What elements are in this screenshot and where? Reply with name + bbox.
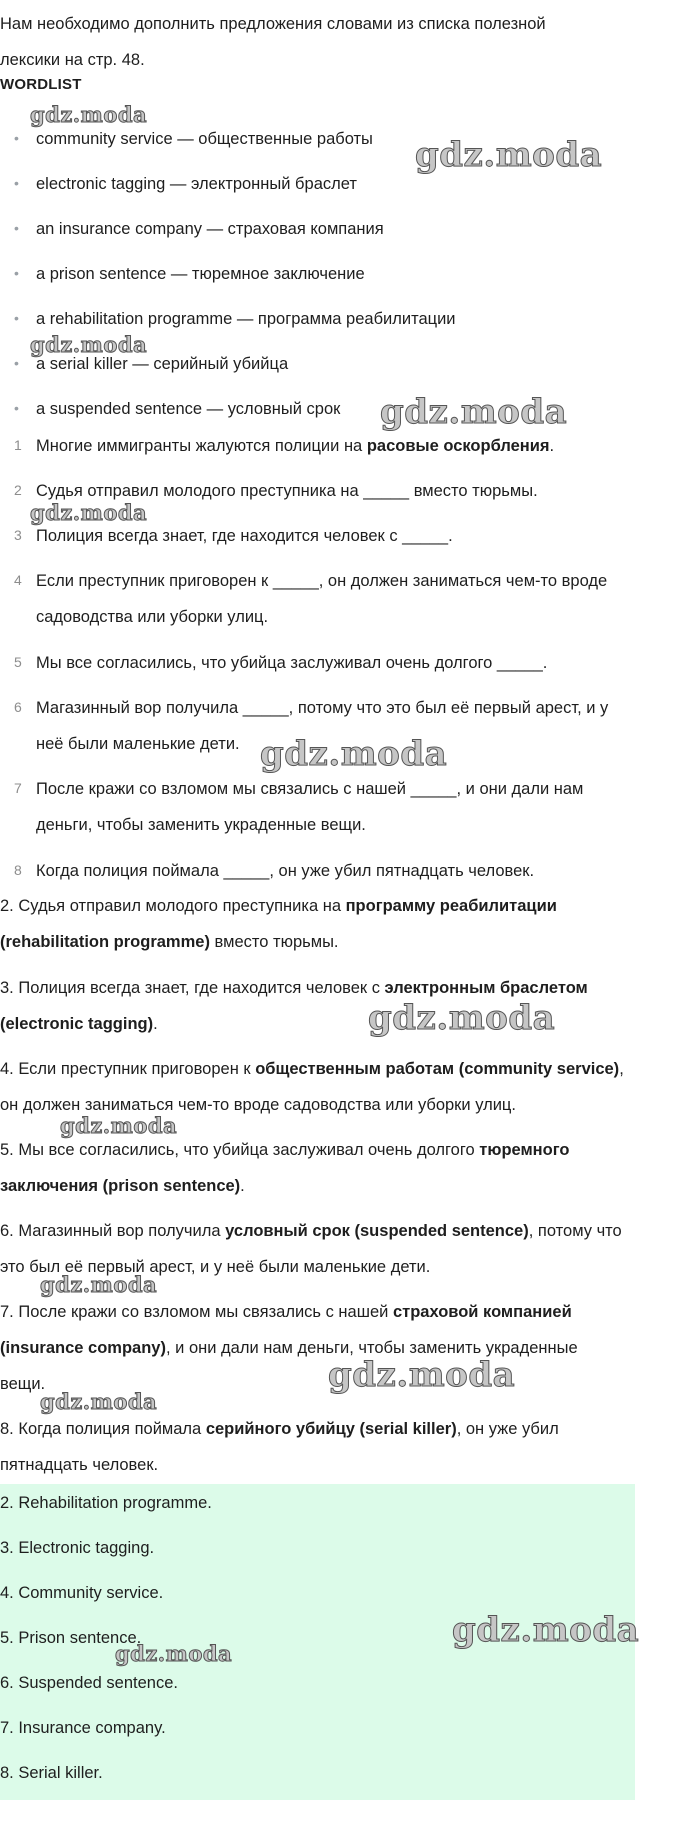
watermark: gdz.moda [30, 332, 148, 357]
answer-item: 4. Если преступник приговорен к общественным работам (community service), он должен заниматься чем-то вроде садоводства или уборки улиц. [0, 1060, 624, 1114]
bullet-icon: • [14, 175, 19, 191]
watermark: gdz.moda [380, 392, 568, 432]
exercise-item: 6 Магазинный вор получила _____, потому что это был её первый арест, и у неё были маленькие дети. [14, 699, 609, 753]
short-answer: 2. Rehabilitation programme. [0, 1494, 212, 1512]
exercise-item: 4 Если преступник приговорен к _____, он должен заниматься чем-то вроде садоводства или уборки улиц. [14, 572, 608, 626]
exercise-number: 5 [14, 654, 22, 670]
short-answer: 4. Community service. [0, 1584, 164, 1602]
short-answer: 3. Electronic tagging. [0, 1539, 155, 1557]
exercise-item: 8 Когда полиция поймала _____, он уже убил пятнадцать человек. [14, 862, 535, 880]
bullet-icon: • [14, 265, 19, 281]
short-answer: 6. Suspended sentence. [0, 1674, 178, 1692]
watermark: gdz.moda [60, 1113, 178, 1138]
bullet-icon: • [14, 400, 19, 416]
exercise-number: 8 [14, 862, 22, 878]
watermark: gdz.moda [40, 1272, 158, 1297]
watermark: gdz.moda [260, 734, 448, 774]
exercise-number: 3 [14, 527, 22, 543]
bullet-icon: • [14, 220, 19, 236]
watermark: gdz.moda [115, 1641, 233, 1666]
bullet-icon: • [14, 130, 19, 146]
intro-line-1: Нам необходимо дополнить предложения словами из списка полезной [0, 15, 546, 33]
answer-item: 2. Судья отправил молодого преступника на программу реабилитации (rehabilitation programme) вместо тюрьмы. [0, 897, 557, 951]
exercise-item: 1 Многие иммигранты жалуются полиции на расовые оскорбления. [14, 437, 555, 455]
intro-text [0, 6, 670, 78]
answer-item: 5. Мы все согласились, что убийца заслуживал очень долгого тюремного заключения (prison sentence). [0, 1141, 570, 1195]
exercise-number: 2 [14, 482, 22, 498]
exercise-number: 4 [14, 572, 22, 588]
bullet-icon: • [14, 355, 19, 371]
short-answer: 7. Insurance company. [0, 1719, 166, 1737]
answer-item: 7. После кражи со взломом мы связались с нашей страховой компанией (insurance company), и они дали нам деньги, чтобы заменить украденные вещи. [0, 1303, 578, 1393]
exercise-number: 1 [14, 437, 22, 453]
exercise-item: 3 Полиция всегда знает, где находится человек с _____. [14, 527, 453, 545]
short-answer: 8. Serial killer. [0, 1764, 103, 1782]
exercise-item: 7 После кражи со взломом мы связались с нашей _____, и они дали нам деньги, чтобы заменить украденные вещи. [14, 780, 584, 834]
watermark: gdz.moda [452, 1610, 640, 1650]
watermark: gdz.moda [415, 135, 603, 175]
exercise-item: 2 Судья отправил молодого преступника на _____ вместо тюрьмы. [14, 482, 538, 500]
watermark: gdz.moda [30, 500, 148, 525]
answer-item: 8. Когда полиция поймала серийного убийцу (serial killer), он уже убил пятнадцать человек. [0, 1420, 559, 1474]
short-answer: 5. Prison sentence. [0, 1629, 142, 1647]
watermark: gdz.moda [30, 102, 148, 127]
answer-item: 3. Полиция всегда знает, где находится человек с электронным браслетом (electronic tagging). [0, 979, 588, 1033]
watermark: gdz.moda [328, 1355, 516, 1395]
watermark: gdz.moda [368, 998, 556, 1038]
watermark: gdz.moda [40, 1389, 158, 1414]
wordlist-heading: WORDLIST [0, 76, 82, 93]
exercise-item: 5 Мы все согласились, что убийца заслуживал очень долгого _____. [14, 654, 548, 672]
bullet-icon: • [14, 310, 19, 326]
intro-line-2: лексики на стр. 48. [0, 51, 145, 69]
short-answers-box [0, 1484, 635, 1800]
answer-item: 6. Магазинный вор получила условный срок (suspended sentence), потому что это был её первый арест, и у неё были маленькие дети. [0, 1222, 622, 1276]
exercise-number: 6 [14, 699, 22, 715]
exercise-number: 7 [14, 780, 22, 796]
